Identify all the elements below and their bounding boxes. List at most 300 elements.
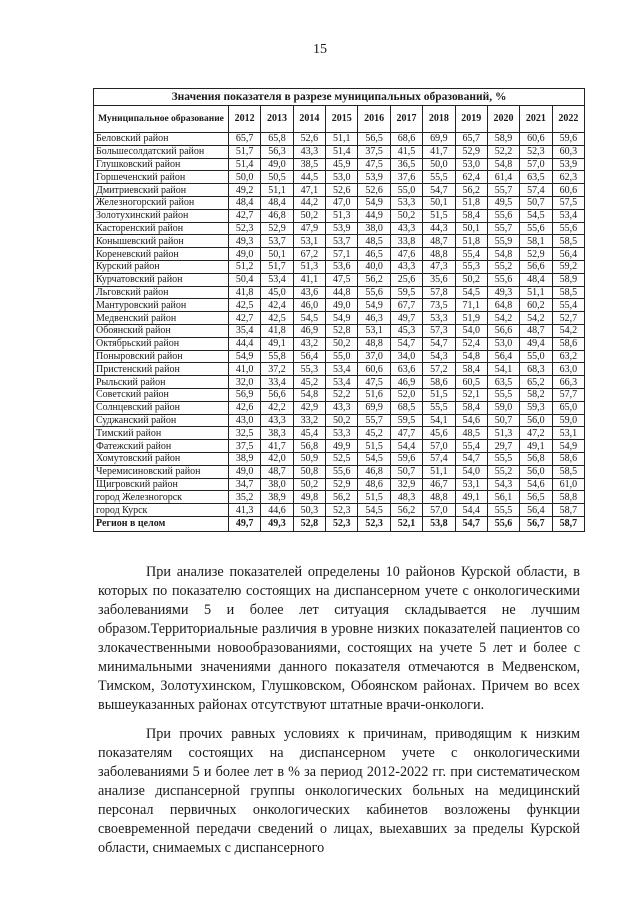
- row-value-cell: 54,2: [487, 312, 519, 325]
- row-value-cell: 48,3: [390, 491, 422, 504]
- row-value-cell: 56,4: [487, 350, 519, 363]
- table-row: [94, 478, 585, 491]
- row-value-cell: 53,1: [358, 324, 390, 337]
- table-row: [94, 260, 585, 273]
- row-value-cell: 46,9: [390, 376, 422, 389]
- row-value-cell: 67,7: [390, 299, 422, 312]
- row-value-cell: 50,2: [326, 414, 358, 427]
- table-row: [94, 363, 585, 376]
- row-value-cell: 56,0: [520, 465, 552, 478]
- row-value-cell: 51,3: [293, 260, 325, 273]
- row-value-cell: 52,5: [326, 452, 358, 465]
- row-value-cell: 45,4: [293, 427, 325, 440]
- row-municipality-name: город Железногорск: [94, 491, 229, 504]
- row-value-cell: 42,6: [229, 401, 261, 414]
- row-value-cell: 54,0: [455, 324, 487, 337]
- row-value-cell: 36,5: [390, 158, 422, 171]
- row-value-cell: 58,6: [552, 452, 585, 465]
- row-value-cell: 41,8: [229, 286, 261, 299]
- row-value-cell: 56,8: [293, 440, 325, 453]
- row-value-cell: 52,9: [326, 478, 358, 491]
- row-value-cell: 33,4: [261, 376, 293, 389]
- row-value-cell: 54,5: [293, 312, 325, 325]
- row-value-cell: 44,3: [423, 222, 455, 235]
- row-value-cell: 50,1: [455, 222, 487, 235]
- row-value-cell: 63,5: [520, 171, 552, 184]
- row-value-cell: 60,6: [552, 184, 585, 197]
- row-value-cell: 54,3: [423, 350, 455, 363]
- row-value-cell: 49,7: [390, 312, 422, 325]
- row-municipality-name: Мантуровский район: [94, 299, 229, 312]
- row-value-cell: 62,4: [455, 171, 487, 184]
- row-value-cell: 25,6: [390, 273, 422, 286]
- row-value-cell: 52,3: [229, 222, 261, 235]
- row-value-cell: 46,5: [358, 248, 390, 261]
- row-value-cell: 48,6: [358, 478, 390, 491]
- row-value-cell: 49,0: [326, 299, 358, 312]
- row-value-cell: 57,8: [423, 286, 455, 299]
- row-value-cell: 54,9: [552, 440, 585, 453]
- row-value-cell: 54,5: [358, 452, 390, 465]
- row-value-cell: 47,5: [358, 376, 390, 389]
- row-municipality-name: Курский район: [94, 260, 229, 273]
- paragraph-1-block: [98, 563, 580, 715]
- table-row: [94, 440, 585, 453]
- row-value-cell: 53,3: [326, 427, 358, 440]
- row-value-cell: 41,3: [229, 504, 261, 517]
- row-value-cell: 55,6: [487, 516, 519, 531]
- table-row: [94, 286, 585, 299]
- row-value-cell: 58,4: [455, 209, 487, 222]
- row-value-cell: 51,1: [423, 465, 455, 478]
- row-value-cell: 56,2: [455, 184, 487, 197]
- row-value-cell: 65,7: [229, 133, 261, 146]
- row-value-cell: 59,2: [552, 260, 585, 273]
- row-value-cell: 54,5: [520, 209, 552, 222]
- row-value-cell: 51,3: [487, 427, 519, 440]
- row-value-cell: 55,7: [487, 222, 519, 235]
- row-value-cell: 46,7: [423, 478, 455, 491]
- row-value-cell: 52,3: [520, 145, 552, 158]
- table-row: [94, 184, 585, 197]
- row-value-cell: 51,5: [423, 209, 455, 222]
- table-row: [94, 171, 585, 184]
- row-value-cell: 66,3: [552, 376, 585, 389]
- row-value-cell: 61,0: [552, 478, 585, 491]
- row-value-cell: 53,1: [293, 235, 325, 248]
- table-row: [94, 299, 585, 312]
- row-value-cell: 54,1: [487, 363, 519, 376]
- row-municipality-name: Пристенский район: [94, 363, 229, 376]
- row-value-cell: 43,6: [293, 286, 325, 299]
- row-value-cell: 38,3: [261, 427, 293, 440]
- row-value-cell: 37,0: [358, 350, 390, 363]
- row-value-cell: 56,3: [261, 145, 293, 158]
- page-number: 15: [313, 42, 327, 57]
- row-value-cell: 54,5: [358, 504, 390, 517]
- row-value-cell: 48,5: [455, 427, 487, 440]
- row-value-cell: 61,4: [487, 171, 519, 184]
- row-value-cell: 54,4: [455, 504, 487, 517]
- row-value-cell: 42,7: [229, 312, 261, 325]
- column-header-year: 2019: [455, 106, 487, 133]
- row-value-cell: 68,5: [390, 401, 422, 414]
- row-value-cell: 58,4: [455, 401, 487, 414]
- row-value-cell: 58,9: [487, 133, 519, 146]
- row-value-cell: 56,6: [487, 324, 519, 337]
- column-header-year: 2017: [390, 106, 422, 133]
- row-value-cell: 53,4: [326, 376, 358, 389]
- row-value-cell: 44,8: [326, 286, 358, 299]
- row-value-cell: 63,0: [552, 363, 585, 376]
- row-value-cell: 53,4: [326, 363, 358, 376]
- row-value-cell: 51,1: [326, 133, 358, 146]
- row-value-cell: 50,2: [326, 337, 358, 350]
- row-value-cell: 53,0: [487, 337, 519, 350]
- row-value-cell: 54,8: [487, 248, 519, 261]
- row-value-cell: 57,5: [552, 196, 585, 209]
- column-header-year: 2014: [293, 106, 325, 133]
- row-value-cell: 58,1: [520, 235, 552, 248]
- row-value-cell: 47,6: [390, 248, 422, 261]
- row-value-cell: 59,6: [390, 452, 422, 465]
- row-value-cell: 55,2: [487, 465, 519, 478]
- row-value-cell: 55,5: [487, 504, 519, 517]
- row-municipality-name: Поныровский район: [94, 350, 229, 363]
- row-value-cell: 68,3: [520, 363, 552, 376]
- row-value-cell: 45,2: [358, 427, 390, 440]
- row-value-cell: 48,8: [423, 248, 455, 261]
- row-value-cell: 50,4: [229, 273, 261, 286]
- row-municipality-name: Железногорский район: [94, 196, 229, 209]
- row-value-cell: 69,9: [423, 133, 455, 146]
- row-value-cell: 54,7: [390, 337, 422, 350]
- row-value-cell: 48,5: [358, 235, 390, 248]
- row-value-cell: 55,4: [455, 440, 487, 453]
- row-value-cell: 37,6: [390, 171, 422, 184]
- column-header-year: 2020: [487, 106, 519, 133]
- row-value-cell: 42,4: [261, 299, 293, 312]
- row-value-cell: 55,6: [358, 286, 390, 299]
- row-value-cell: 35,2: [229, 491, 261, 504]
- row-value-cell: 53,9: [552, 158, 585, 171]
- row-value-cell: 55,3: [455, 260, 487, 273]
- row-value-cell: 51,1: [261, 184, 293, 197]
- table-row: [94, 312, 585, 325]
- row-value-cell: 58,9: [552, 273, 585, 286]
- row-value-cell: 57,7: [552, 388, 585, 401]
- row-value-cell: 49,0: [229, 248, 261, 261]
- row-value-cell: 49,3: [229, 235, 261, 248]
- row-value-cell: 34,0: [390, 350, 422, 363]
- column-header-year: 2015: [326, 106, 358, 133]
- row-value-cell: 48,7: [261, 465, 293, 478]
- row-value-cell: 60,3: [552, 145, 585, 158]
- column-header-year: 2012: [229, 106, 261, 133]
- row-value-cell: 65,7: [455, 133, 487, 146]
- row-value-cell: 38,0: [261, 478, 293, 491]
- row-value-cell: 44,2: [293, 196, 325, 209]
- row-value-cell: 57,1: [326, 248, 358, 261]
- row-value-cell: 57,0: [520, 158, 552, 171]
- row-value-cell: 51,4: [326, 145, 358, 158]
- row-value-cell: 35,4: [229, 324, 261, 337]
- row-value-cell: 43,3: [261, 414, 293, 427]
- row-municipality-name: Глушковский район: [94, 158, 229, 171]
- row-value-cell: 42,5: [229, 299, 261, 312]
- row-value-cell: 49,7: [229, 516, 261, 531]
- row-value-cell: 52,3: [358, 516, 390, 531]
- row-value-cell: 42,0: [261, 452, 293, 465]
- row-value-cell: 41,5: [390, 145, 422, 158]
- row-municipality-name: Рыльский район: [94, 376, 229, 389]
- row-value-cell: 54,6: [455, 414, 487, 427]
- row-value-cell: 58,6: [552, 337, 585, 350]
- row-value-cell: 58,7: [552, 516, 585, 531]
- row-value-cell: 43,3: [326, 401, 358, 414]
- row-value-cell: 50,8: [293, 465, 325, 478]
- table-row: [94, 222, 585, 235]
- row-value-cell: 50,3: [293, 504, 325, 517]
- row-value-cell: 45,6: [423, 427, 455, 440]
- row-municipality-name: Черемисиновский район: [94, 465, 229, 478]
- row-value-cell: 55,2: [487, 260, 519, 273]
- row-municipality-name: Регион в целом: [94, 516, 229, 531]
- table-row: [94, 209, 585, 222]
- row-municipality-name: Щигровский район: [94, 478, 229, 491]
- row-value-cell: 58,6: [423, 376, 455, 389]
- row-value-cell: 65,0: [552, 401, 585, 414]
- row-value-cell: 53,9: [358, 171, 390, 184]
- row-value-cell: 50,2: [390, 209, 422, 222]
- row-value-cell: 56,6: [261, 388, 293, 401]
- row-value-cell: 44,4: [229, 337, 261, 350]
- row-value-cell: 46,8: [261, 209, 293, 222]
- row-value-cell: 47,3: [423, 260, 455, 273]
- row-municipality-name: Советский район: [94, 388, 229, 401]
- row-value-cell: 53,8: [423, 516, 455, 531]
- row-value-cell: 57,3: [423, 324, 455, 337]
- row-value-cell: 44,9: [358, 209, 390, 222]
- row-value-cell: 57,2: [423, 363, 455, 376]
- row-value-cell: 41,7: [261, 440, 293, 453]
- row-value-cell: 52,3: [326, 516, 358, 531]
- row-value-cell: 56,2: [390, 504, 422, 517]
- row-value-cell: 58,5: [552, 235, 585, 248]
- row-value-cell: 55,7: [358, 414, 390, 427]
- row-value-cell: 47,2: [520, 427, 552, 440]
- row-value-cell: 54,8: [487, 158, 519, 171]
- row-value-cell: 50,2: [293, 478, 325, 491]
- row-value-cell: 50,2: [455, 273, 487, 286]
- row-value-cell: 55,6: [552, 222, 585, 235]
- row-value-cell: 55,0: [326, 350, 358, 363]
- row-value-cell: 55,0: [390, 184, 422, 197]
- row-value-cell: 46,9: [293, 324, 325, 337]
- row-value-cell: 53,6: [326, 260, 358, 273]
- row-value-cell: 54,7: [455, 516, 487, 531]
- row-municipality-name: Суджанский район: [94, 414, 229, 427]
- row-value-cell: 46,0: [293, 299, 325, 312]
- row-municipality-name: Медвенский район: [94, 312, 229, 325]
- column-header-year: 2013: [261, 106, 293, 133]
- row-value-cell: 55,7: [487, 184, 519, 197]
- row-value-cell: 52,9: [261, 222, 293, 235]
- row-value-cell: 58,2: [520, 388, 552, 401]
- row-value-cell: 51,1: [520, 286, 552, 299]
- row-value-cell: 49,0: [229, 465, 261, 478]
- row-municipality-name: Октябрьский район: [94, 337, 229, 350]
- row-value-cell: 29,7: [487, 440, 519, 453]
- row-value-cell: 54,8: [293, 388, 325, 401]
- row-value-cell: 49,1: [455, 491, 487, 504]
- row-value-cell: 47,1: [293, 184, 325, 197]
- row-value-cell: 65,8: [261, 133, 293, 146]
- row-value-cell: 42,2: [261, 401, 293, 414]
- row-value-cell: 62,3: [552, 171, 585, 184]
- row-value-cell: 52,4: [455, 337, 487, 350]
- row-value-cell: 38,5: [293, 158, 325, 171]
- row-value-cell: 49,5: [487, 196, 519, 209]
- row-value-cell: 58,5: [552, 286, 585, 299]
- row-value-cell: 50,7: [390, 465, 422, 478]
- row-value-cell: 55,5: [487, 452, 519, 465]
- column-header-year: 2021: [520, 106, 552, 133]
- row-value-cell: 47,5: [358, 158, 390, 171]
- row-value-cell: 54,9: [358, 196, 390, 209]
- row-municipality-name: Беловский район: [94, 133, 229, 146]
- row-value-cell: 59,0: [487, 401, 519, 414]
- row-value-cell: 59,5: [390, 414, 422, 427]
- row-municipality-name: Касторенский район: [94, 222, 229, 235]
- row-value-cell: 45,9: [326, 158, 358, 171]
- row-value-cell: 50,7: [520, 196, 552, 209]
- row-value-cell: 43,3: [390, 260, 422, 273]
- row-value-cell: 50,2: [293, 209, 325, 222]
- row-value-cell: 42,5: [261, 312, 293, 325]
- row-value-cell: 53,7: [326, 235, 358, 248]
- row-value-cell: 51,5: [423, 388, 455, 401]
- column-header-name: Муниципальное образование: [94, 106, 229, 133]
- row-value-cell: 56,6: [520, 260, 552, 273]
- row-value-cell: 47,5: [326, 273, 358, 286]
- row-value-cell: 55,8: [261, 350, 293, 363]
- table-row: [94, 452, 585, 465]
- row-value-cell: 51,5: [358, 491, 390, 504]
- row-value-cell: 43,3: [293, 145, 325, 158]
- row-value-cell: 49,2: [229, 184, 261, 197]
- row-value-cell: 51,6: [358, 388, 390, 401]
- row-value-cell: 34,7: [229, 478, 261, 491]
- row-value-cell: 49,8: [293, 491, 325, 504]
- row-value-cell: 40,0: [358, 260, 390, 273]
- row-value-cell: 55,6: [520, 222, 552, 235]
- row-value-cell: 56,2: [358, 273, 390, 286]
- row-value-cell: 59,0: [552, 414, 585, 427]
- row-value-cell: 48,4: [229, 196, 261, 209]
- row-value-cell: 32,9: [390, 478, 422, 491]
- table-row: [94, 401, 585, 414]
- row-value-cell: 51,4: [229, 158, 261, 171]
- row-value-cell: 56,9: [229, 388, 261, 401]
- row-value-cell: 53,9: [326, 222, 358, 235]
- row-value-cell: 65,2: [520, 376, 552, 389]
- table-row: [94, 248, 585, 261]
- row-value-cell: 48,8: [423, 491, 455, 504]
- row-value-cell: 45,0: [261, 286, 293, 299]
- row-value-cell: 53,4: [261, 273, 293, 286]
- row-value-cell: 49,1: [261, 337, 293, 350]
- row-value-cell: 58,8: [552, 491, 585, 504]
- row-value-cell: 51,7: [229, 145, 261, 158]
- row-value-cell: 55,5: [423, 401, 455, 414]
- row-value-cell: 48,4: [520, 273, 552, 286]
- row-value-cell: 44,6: [261, 504, 293, 517]
- row-value-cell: 49,1: [520, 440, 552, 453]
- row-value-cell: 54,9: [358, 299, 390, 312]
- row-value-cell: 56,5: [520, 491, 552, 504]
- table-row: [94, 388, 585, 401]
- row-value-cell: 52,9: [455, 145, 487, 158]
- row-value-cell: 51,5: [358, 440, 390, 453]
- row-value-cell: 45,3: [390, 324, 422, 337]
- row-value-cell: 38,9: [229, 452, 261, 465]
- row-value-cell: 54,7: [455, 452, 487, 465]
- row-municipality-name: город Курск: [94, 504, 229, 517]
- row-value-cell: 59,3: [520, 401, 552, 414]
- row-value-cell: 63,2: [552, 350, 585, 363]
- row-value-cell: 52,2: [326, 388, 358, 401]
- row-value-cell: 52,2: [487, 145, 519, 158]
- row-value-cell: 52,6: [293, 133, 325, 146]
- row-value-cell: 55,3: [293, 363, 325, 376]
- row-value-cell: 41,8: [261, 324, 293, 337]
- row-value-cell: 73,5: [423, 299, 455, 312]
- row-value-cell: 35,6: [423, 273, 455, 286]
- row-value-cell: 32,0: [229, 376, 261, 389]
- paragraph-2: При прочих равных условиях к причинам, приводящим к низким показателям состоящих на диспансерном учете с онкологическими заболеваниями 5 и более лет в % за период 2012-2022 гг. при систематическом анализе диспансерной группы онкологических больных на медицинский персонал первичных онкологических кабинетов возложены функции своевременной передачи сведений о лицах, выехавших за пределы Курской области, снимаемых с диспансерного: [98, 726, 580, 856]
- row-value-cell: 54,9: [229, 350, 261, 363]
- row-value-cell: 54,0: [455, 465, 487, 478]
- row-value-cell: 50,9: [293, 452, 325, 465]
- row-value-cell: 50,5: [261, 171, 293, 184]
- row-value-cell: 49,3: [261, 516, 293, 531]
- row-value-cell: 49,9: [326, 440, 358, 453]
- row-municipality-name: Курчатовский район: [94, 273, 229, 286]
- table-row: [94, 273, 585, 286]
- table-row: [94, 491, 585, 504]
- row-value-cell: 58,4: [455, 363, 487, 376]
- table-row: [94, 196, 585, 209]
- row-value-cell: 60,2: [520, 299, 552, 312]
- row-municipality-name: Золотухинский район: [94, 209, 229, 222]
- row-value-cell: 55,6: [487, 209, 519, 222]
- row-value-cell: 56,4: [520, 504, 552, 517]
- row-value-cell: 48,8: [358, 337, 390, 350]
- row-value-cell: 54,9: [326, 312, 358, 325]
- row-value-cell: 48,4: [261, 196, 293, 209]
- row-value-cell: 37,2: [261, 363, 293, 376]
- table-row: [94, 145, 585, 158]
- row-value-cell: 55,0: [520, 350, 552, 363]
- row-value-cell: 42,9: [293, 401, 325, 414]
- row-municipality-name: Обоянский район: [94, 324, 229, 337]
- row-value-cell: 54,4: [390, 440, 422, 453]
- row-value-cell: 41,7: [423, 145, 455, 158]
- row-value-cell: 63,5: [487, 376, 519, 389]
- row-value-cell: 54,6: [520, 478, 552, 491]
- table-row: [94, 324, 585, 337]
